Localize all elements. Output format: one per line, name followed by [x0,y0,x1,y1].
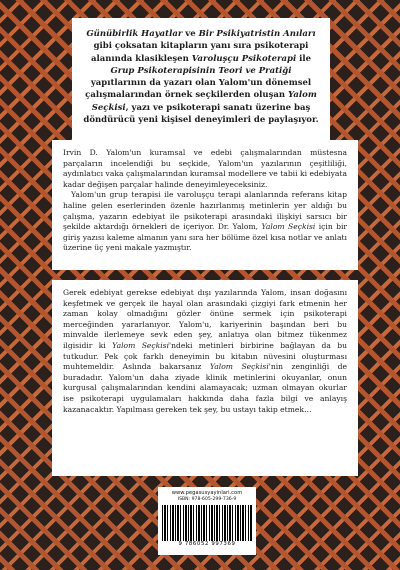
intro-panel [72,18,330,143]
isbn-label: ISBN: 978-605-299-736-9 [177,497,237,502]
paragraph-1: Irvin D. Yalom'un kuramsal ve edebi çalışmalarından müstesna parçaların incelendiği bu seçkide, Yalom'un yazılarının çeşitliliği, aydınlatıcı vaka çalışmalarından kuramsal modellere ve tabii ki edebiyata kadar değişen parçalar halinde deneyimleyeceksiniz. [63,148,347,189]
title-gunubirlik: Günübirlik Hayatlar [86,29,183,39]
paragraph-3: Gerek edebiyat gerekse edebiyat dışı yazılarında Yalom, insan doğasını keşfetmek ve gerçek ile hayal olan arasındaki çizgiyi fark etmenin her zaman kolay olmadığını gözler önüne sermek için psikoterapi merceğinden yararlanıyor. Yalom'u, kariyerinin başından beri bu minvalde ilerlemeye sevk eden şey, anlatıya olan bitmez tükenmez ilgisidir ki Yalom Seçkisi'ndeki metinleri birbirine bağlayan da bu tutkudur. Pek çok farklı deneyimin bu kitabın nüvesini oluşturması muhtemeldir. Aslında bakarsanız Yalom Seçkisi'nin zenginliği de buradadır. Yalom'un daha ziyade klinik metinlerini okuyanlar, onun kurgusal çalışmalarından kendini alamayacak; uzman olmayan okurlar ise psikoterapi uygulamaları hakkında daha fazla bilgi ve anlayış kazanacaktır. Yapılması gereken tek şey, bu ustayı takip etmek… [63,288,347,414]
paragraph-2: Yalom'un grup terapisi ile varoluşçu terapi alanlarında referans kitap haline gelen eserlerinden özenle hazırlanmış metinlerin yer aldığı bu çalışma, yazarın edebiyat ile psikoterapi arasındaki ilişkiyi sarsıcı bir şekilde aktardığı örnekleri de içeriyor. Dr. Yalom, Yalom Seçkisi için bir giriş yazısı kaleme almanın yanı sıra her bölüme özel kısa notlar ve anlatı üzerine üç yeni makale yazmıştır. [63,190,348,253]
title-yalom-seckisi: Yalom Seçkisi [91,90,317,113]
intro-text: Günübirlik Hayatlar ve Bir Psikiyatristin Anıları gibi çoksatan kitapların yanı sıra psikoterapi alanında klasikleşen Varoluşçu Psikoterapi ile Grup Psikoterapisinin Teori ve Pratiği yapıtlarının da yazarı olan Yalom'un dönemsel çalışmalarından örnek seçkilerden oluşan Yalom Seçkisi, yazı ve psikoterapi sanatı üzerine baş döndürücü yeni kişisel deneyimleri de paylaşıyor. [83,29,319,126]
barcode-box [158,487,256,555]
title-anilar: Bir Psikiyatristin Anıları [198,29,316,39]
barcode-bars [162,505,252,541]
title-grup: Grup Psikoterapisinin Teori ve Pratiği [110,65,292,76]
middle-panel [52,140,358,270]
publisher-url: www.pegasusyayinlari.com [171,490,243,496]
bottom-panel [52,280,358,476]
title-varolusu: Varoluşçu Psikoterapi [191,53,297,64]
ean-number: 9 786052 997369 [178,541,236,547]
